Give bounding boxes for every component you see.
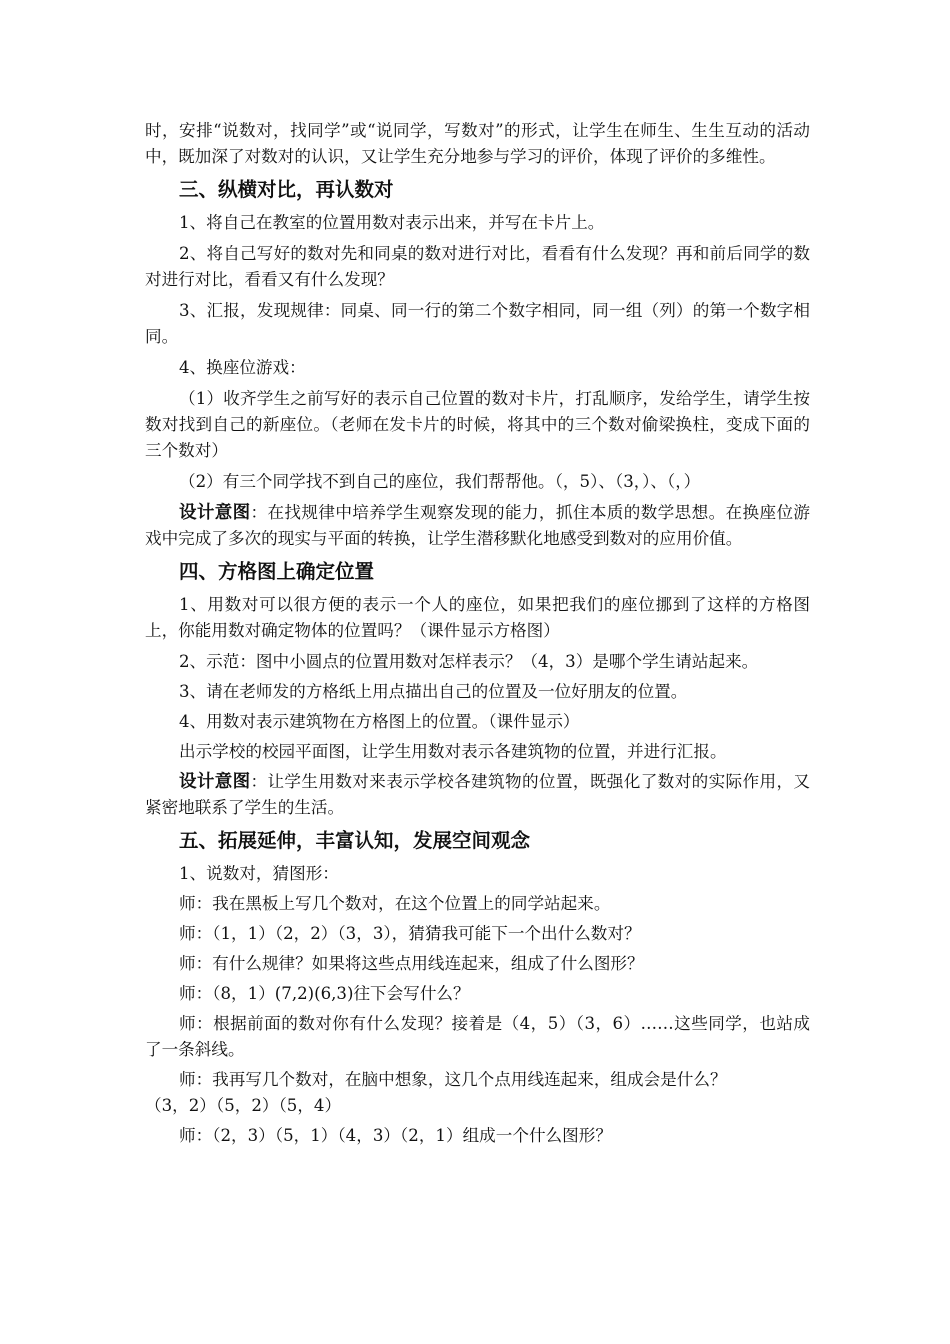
design-intent-4 xyxy=(145,769,810,821)
section3-item-3: 3、汇报，发现规律：同桌、同一行的第二个数字相同，同一组（列）的第一个数字相同。 xyxy=(145,301,810,346)
section5-item-7: 师：我再写几个数对，在脑中想象，这几个点用线连起来，组成会是什么？ xyxy=(179,1070,727,1089)
section5-item-8: （3，2）（5，2）（5，4） xyxy=(145,1096,342,1115)
section4-item-2: 2、示范：图中小圆点的位置用数对怎样表示？（4，3）是哪个学生请站起来。 xyxy=(179,652,759,671)
section-heading-5: 五、拓展延伸，丰富认知，发展空间观念 xyxy=(179,829,531,852)
intro-paragraph: 时，安排“说数对，找同学”或“说同学，写数对”的形式，让学生在师生、生生互动的活动中，既加深了对数对的认识，又让学生充分地参与学习的评价，体现了评价的多维性。 xyxy=(145,121,810,166)
section5-item-9: 师：（2，3）（5，1）（4，3）（2，1）组成一个什么图形？ xyxy=(179,1126,612,1145)
section5-item-3: 师：（1，1）（2，2）（3，3），猜猜我可能下一个出什么数对？ xyxy=(179,924,641,943)
section3-item-4-2: （2）有三个同学找不到自己的座位，我们帮帮他。（，5）、（3，）、（，） xyxy=(179,472,701,491)
design-intent-text: ：让学生用数对来表示学校各建筑物的位置，既强化了数对的实际作用，又紧密地联系了学生的生活。 xyxy=(145,772,811,817)
section4-item-4: 4、用数对表示建筑物在方格图上的位置。（课件显示） xyxy=(179,712,580,731)
section3-item-4: 4、换座位游戏： xyxy=(179,358,306,377)
section5-item-5: 师：（8，1）(7,2)(6,3)往下会写什么？ xyxy=(179,984,470,1003)
design-intent-label: 设计意图 xyxy=(179,503,251,523)
section3-item-2: 2、将自己写好的数对先和同桌的数对进行对比，看看有什么发现？再和前后同学的数对进行对比，看看又有什么发现？ xyxy=(145,244,810,289)
section3-item-4-1: （1）收齐学生之前写好的表示自己位置的数对卡片，打乱顺序，发给学生，请学生按数对找到自己的新座位。（老师在发卡片的时候，将其中的三个数对偷梁换柱，变成下面的三个数对） xyxy=(145,389,810,460)
document-page xyxy=(145,118,810,1153)
section4-item-3: 3、请在老师发的方格纸上用点描出自己的位置及一位好朋友的位置。 xyxy=(179,682,688,701)
section5-item-6: 师：根据前面的数对你有什么发现？接着是（4，5）（3，6）……这些同学，也站成了一条斜线。 xyxy=(145,1014,810,1059)
design-intent-text: ：在找规律中培养学生观察发现的能力，抓住本质的数学思想。在换座位游戏中完成了多次的现实与平面的转换，让学生潜移默化地感受到数对的应用价值。 xyxy=(145,503,811,548)
design-intent-label: 设计意图 xyxy=(179,772,251,792)
section-heading-3: 三、纵横对比，再认数对 xyxy=(179,178,394,201)
design-intent-3 xyxy=(145,500,810,552)
section5-item-1: 1、说数对，猜图形： xyxy=(179,864,339,883)
section3-item-1: 1、将自己在教室的位置用数对表示出来，并写在卡片上。 xyxy=(179,213,605,232)
section5-item-4: 师：有什么规律？如果将这些点用线连起来，组成了什么图形？ xyxy=(179,954,644,973)
section5-item-2: 师：我在黑板上写几个数对，在这个位置上的同学站起来。 xyxy=(179,894,611,913)
section-heading-4: 四、方格图上确定位置 xyxy=(179,560,375,583)
section4-item-5: 出示学校的校园平面图，让学生用数对表示各建筑物的位置，并进行汇报。 xyxy=(179,742,727,761)
section4-item-1: 1、用数对可以很方便的表示一个人的座位，如果把我们的座位挪到了这样的方格图上，你能用数对确定物体的位置吗？（课件显示方格图） xyxy=(145,595,810,640)
